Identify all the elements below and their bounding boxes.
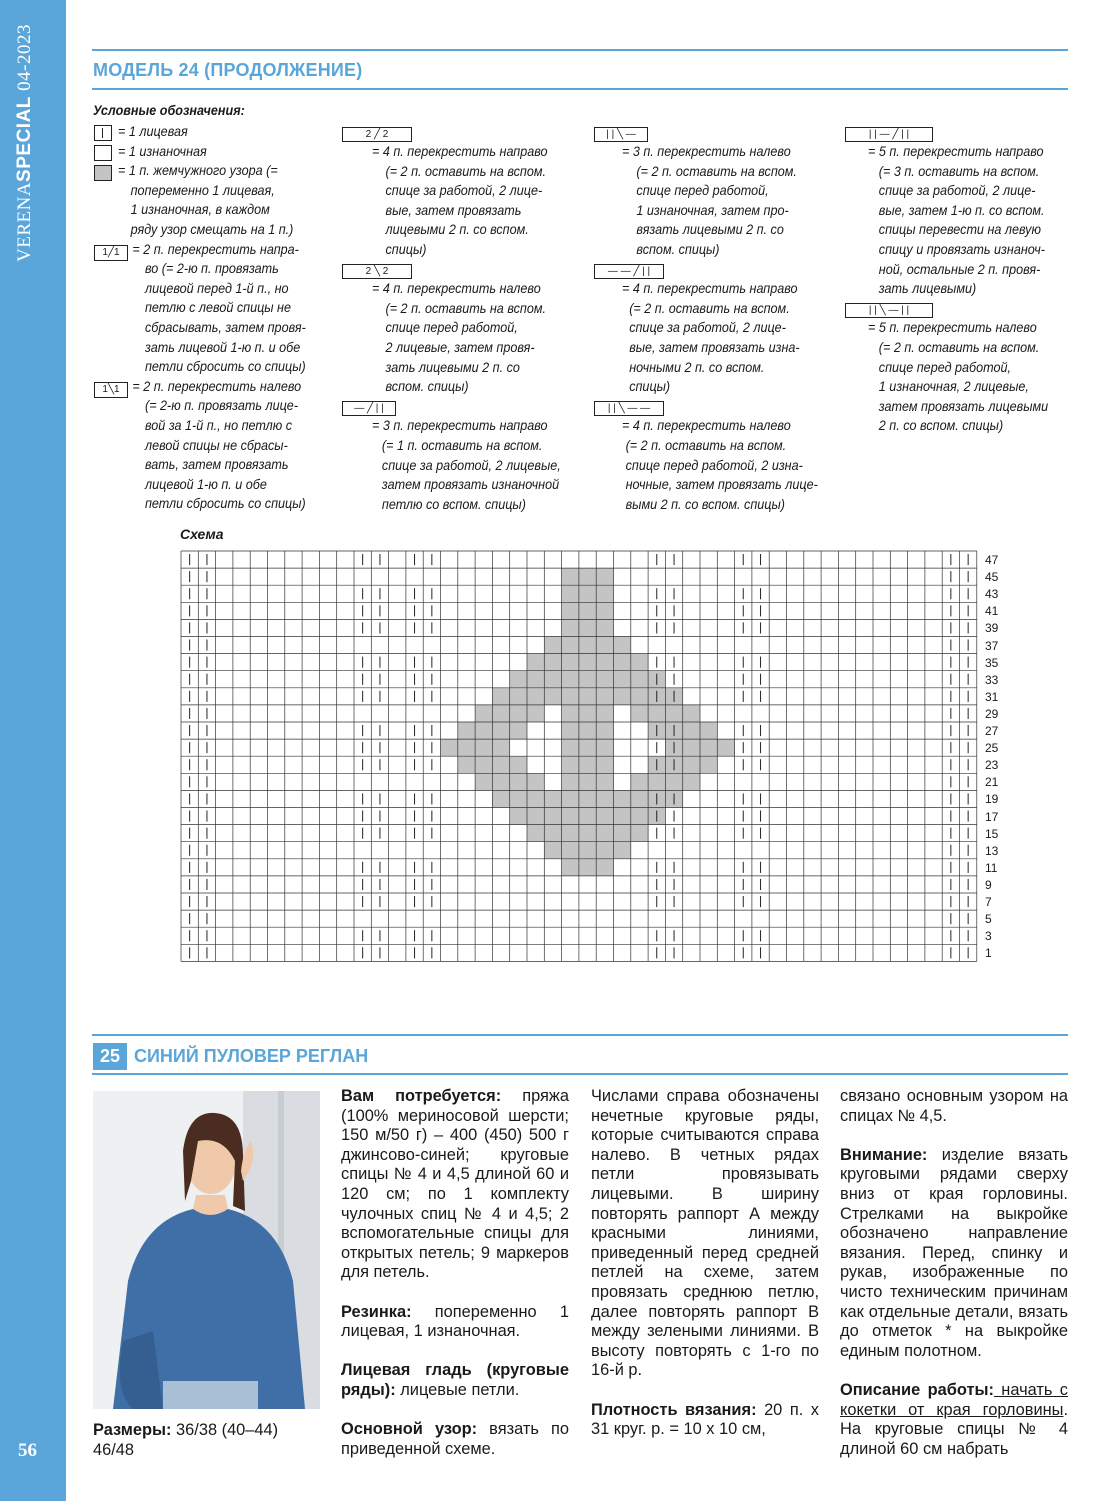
shaded-cell: [596, 790, 613, 807]
shaded-cell: [458, 756, 475, 773]
magazine-brand: VERENASPECIAL 04-2023: [14, 24, 35, 262]
shaded-cell: [579, 637, 596, 654]
row-number-label: 21: [985, 775, 999, 790]
shaded-cell: [441, 739, 458, 756]
shaded-cell: [683, 722, 700, 739]
shaded-cell: [492, 739, 509, 756]
seed-symbol: [94, 165, 112, 181]
shaded-cell: [544, 654, 561, 671]
shaded-cell: [562, 808, 579, 825]
shaded-cell: [527, 671, 544, 688]
shaded-cell: [562, 654, 579, 671]
shaded-cell: [492, 773, 509, 790]
shaded-cell: [579, 859, 596, 876]
shaded-cell: [665, 773, 682, 790]
shaded-cell: [579, 739, 596, 756]
text-column-3: связано основным узором на спицах № 4,5. Внимание: изделие вязать круговыми рядами сверху вниз от края горловины. Стрелками на выкройке обозначено направление вязания. Перед, спинку и рукав, изображенные по чисто техническим причинам как отдельные детали, вязать до отметок * на выкройке единым полотном. Описание работы: начать с кокетки от края горловины. На круговые спицы № 4 длиной 60 см набрать: [840, 1087, 1068, 1458]
shaded-cell: [614, 808, 631, 825]
shaded-cell: [579, 722, 596, 739]
shaded-cell: [492, 722, 509, 739]
shaded-cell: [665, 705, 682, 722]
shaded-cell: [579, 705, 596, 722]
cross-right-5-symbol: | | — ╱ | |: [845, 127, 933, 142]
row-number-label: 41: [985, 604, 999, 619]
shaded-cell: [562, 568, 579, 585]
shaded-cell: [475, 739, 492, 756]
shaded-cell: [544, 671, 561, 688]
shaded-cell: [562, 688, 579, 705]
row-number-label: 9: [985, 877, 992, 892]
shaded-cell: [510, 756, 527, 773]
sidebar-strip: [0, 0, 66, 1501]
shaded-cell: [579, 602, 596, 619]
row-number-label: 11: [985, 860, 998, 875]
model-number-badge: 25: [93, 1043, 127, 1070]
shaded-cell: [596, 654, 613, 671]
shaded-cell: [596, 602, 613, 619]
shaded-cell: [579, 619, 596, 636]
cross-right-4-symbol: 2 ╱ 2: [342, 127, 412, 142]
shaded-cell: [596, 619, 613, 636]
row-number-label: 3: [985, 929, 992, 944]
shaded-cell: [631, 808, 648, 825]
shaded-cell: [510, 722, 527, 739]
shaded-cell: [458, 722, 475, 739]
row-number-label: 33: [985, 672, 999, 687]
shaded-cell: [475, 722, 492, 739]
legend-col-1: = 1 лицевая = 1 изнаночная = 1 п. жемчужного узора (= попеременно 1 лицевая, 1 изнаночная, в каждом ряду узор смещать на 1 п.) = 2 п. перекрестить напра- во (= 2-ю п. провязать лицевой перед 1-й п., но петлю с левой спицы не сбрасывать, затем провя- зать лицевой 1-ю п. и обе петли сбросить со спицы) = 2 п. перекрестить налево (= 2-ю п. провязать лице- вой за 1-й п., но петлю с левой спицы не сбрасы- вать, затем провязать лицевой 1-ю п. и обе петли сбросить со спицы): [118, 123, 306, 512]
shaded-cell: [579, 585, 596, 602]
shaded-cell: [683, 756, 700, 773]
shaded-cell: [527, 654, 544, 671]
section2-top-rule: [92, 1034, 1068, 1036]
cross-right-4p-symbol: — — ╱ | |: [594, 264, 664, 279]
shaded-cell: [596, 756, 613, 773]
row-number-label: 5: [985, 912, 992, 927]
shaded-cell: [614, 825, 631, 842]
row-number-label: 39: [985, 621, 999, 636]
shaded-cell: [700, 722, 717, 739]
row-number-label: 37: [985, 638, 999, 653]
shaded-cell: [596, 808, 613, 825]
shaded-cell: [527, 773, 544, 790]
shaded-cell: [596, 637, 613, 654]
shaded-cell: [527, 825, 544, 842]
shaded-cell: [544, 825, 561, 842]
shaded-cell: [562, 619, 579, 636]
shaded-cell: [562, 722, 579, 739]
shaded-cell: [614, 671, 631, 688]
shaded-cell: [579, 688, 596, 705]
shaded-cell: [579, 842, 596, 859]
shaded-cell: [510, 671, 527, 688]
row-number-label: 47: [985, 553, 999, 567]
legend-col-4: = 5 п. перекрестить направо (= 3 п. оставить на вспом. спице за работой, 2 лице- вые, затем 1-ю п. со вспом. спицы перевести на левую спицу и провязать изнаноч- ной, остальные 2 п. провя- зать лицевыми) = 5 п. перекрестить налево (= 2 п. оставить на вспом. спице перед работой, 1 изнаночная, 2 лицевые, затем провязать лицевыми 2 п. со вспом. спицы): [868, 143, 1049, 434]
shaded-cell: [579, 808, 596, 825]
text-column-1: Вам потребуется: пряжа (100% мериносовой шерсти; 150 м/50 г) – 400 (450) 500 г джинсово-синей; круговые спицы № 4 и 4,5 длиной 60 и 120 см; по 1 комплекту чулочных спиц № 4 и 4,5; 2 вспомогательные спицы для открытых петель; 9 маркеров для петель. Резинка: попеременно 1 лицевая, 1 изнаночная. Лицевая гладь (круговые ряды): лицевые петли. Основной узор: вязать по приведенной схеме.: [341, 1087, 569, 1458]
knitting-chart: [180, 550, 980, 968]
row-number-label: 1: [985, 946, 992, 961]
row-number-label: 7: [985, 895, 992, 909]
shaded-cell: [648, 705, 665, 722]
shaded-cell: [631, 790, 648, 807]
shaded-cell: [596, 773, 613, 790]
shaded-cell: [596, 705, 613, 722]
shaded-cell: [596, 568, 613, 585]
model-photo: [93, 1091, 320, 1409]
shaded-cell: [562, 585, 579, 602]
shaded-cell: [579, 773, 596, 790]
shaded-cell: [562, 705, 579, 722]
row-number-label: 35: [985, 655, 999, 670]
shaded-cell: [648, 773, 665, 790]
shaded-cell: [562, 773, 579, 790]
cross-left-5-symbol: | | ╲ — | |: [845, 303, 933, 318]
page-number: 56: [18, 1440, 37, 1461]
cross-right-2-symbol: 1╱1: [94, 245, 128, 261]
section2-bottom-rule: [92, 1073, 1068, 1075]
sizes-text: Размеры: 36/38 (40–44) 46/48: [93, 1421, 279, 1459]
knit-symbol: [94, 125, 112, 141]
shaded-cell: [492, 790, 509, 807]
shaded-cell: [510, 808, 527, 825]
shaded-cell: [631, 825, 648, 842]
shaded-cell: [631, 705, 648, 722]
shaded-cell: [510, 705, 527, 722]
shaded-cell: [579, 790, 596, 807]
shaded-cell: [614, 790, 631, 807]
row-number-label: 25: [985, 741, 999, 756]
shaded-cell: [579, 756, 596, 773]
cross-right-3-symbol: — ╱ | |: [342, 401, 396, 416]
shaded-cell: [544, 842, 561, 859]
row-number-label: 45: [985, 570, 999, 585]
shaded-cell: [631, 671, 648, 688]
shaded-cell: [544, 637, 561, 654]
shaded-cell: [683, 739, 700, 756]
legend-col-2: = 4 п. перекрестить направо (= 2 п. оставить на вспом. спице за работой, 2 лице- вые, затем провязать лицевыми 2 п. со вспом. спицы) = 4 п. перекрестить налево (= 2 п. оставить на вспом. спице перед работой, 2 лицевые, затем провя- зать лицевыми 2 п. со вспом. спицы) = 3 п. перекрестить направо (= 1 п. оставить на вспом. спице за работой, 2 лицевые, затем провязать изнаночной петлю со вспом. спицы): [372, 143, 561, 512]
top-rule: [92, 49, 1068, 51]
shaded-cell: [683, 773, 700, 790]
row-number-label: 27: [985, 724, 999, 738]
shaded-cell: [596, 859, 613, 876]
shaded-cell: [492, 688, 509, 705]
shaded-cell: [492, 705, 509, 722]
shaded-cell: [510, 688, 527, 705]
section-title: МОДЕЛЬ 24 (ПРОДОЛЖЕНИЕ): [93, 60, 363, 80]
shaded-cell: [562, 825, 579, 842]
shaded-cell: [579, 654, 596, 671]
shaded-cell: [527, 808, 544, 825]
shaded-cell: [562, 602, 579, 619]
shaded-cell: [631, 773, 648, 790]
shaded-cell: [510, 790, 527, 807]
shaded-cell: [544, 808, 561, 825]
shaded-cell: [596, 722, 613, 739]
shaded-cell: [614, 654, 631, 671]
shaded-cell: [475, 756, 492, 773]
row-number-label: 29: [985, 706, 999, 721]
row-number-label: 17: [985, 809, 999, 824]
title-rule: [92, 88, 1068, 90]
shaded-cell: [562, 637, 579, 654]
shaded-cell: [596, 585, 613, 602]
purl-symbol: [94, 145, 112, 161]
shaded-cell: [562, 859, 579, 876]
row-number-label: 19: [985, 792, 999, 807]
shaded-cell: [562, 671, 579, 688]
shaded-cell: [510, 773, 527, 790]
shaded-cell: [596, 739, 613, 756]
shaded-cell: [544, 688, 561, 705]
shaded-cell: [527, 705, 544, 722]
shaded-cell: [700, 756, 717, 773]
shaded-cell: [562, 842, 579, 859]
shaded-cell: [631, 654, 648, 671]
shaded-cell: [527, 790, 544, 807]
row-number-label: 13: [985, 843, 999, 858]
legend-col-3: = 3 п. перекрестить налево (= 2 п. оставить на вспом. спице перед работой, 1 изнаночная, затем про- вязать лицевыми 2 п. со вспом. спицы) = 4 п. перекрестить направо (= 2 п. оставить на вспом. спице за работой, 2 лице- вые, затем провязать изна- ночными 2 п. со вспом. спицы) = 4 п. перекрестить налево (= 2 п. оставить на вспом. спице перед работой, 2 изна- ночные, затем провязать лице- выми 2 п. со вспом. спицы): [622, 143, 818, 512]
shaded-cell: [475, 773, 492, 790]
shaded-cell: [614, 637, 631, 654]
section2-title: СИНИЙ ПУЛОВЕР РЕГЛАН: [134, 1046, 369, 1066]
shaded-cell: [717, 739, 734, 756]
row-number-label: 43: [985, 587, 999, 602]
row-number-label: 15: [985, 826, 999, 841]
row-number-label: 31: [985, 689, 999, 704]
schema-title: Схема: [180, 526, 224, 542]
shaded-cell: [596, 671, 613, 688]
shaded-cell: [492, 756, 509, 773]
legend-title: Условные обозначения:: [93, 102, 245, 118]
row-number-label: 23: [985, 758, 999, 773]
text-column-2: Числами справа обозначены нечетные круговые ряды, которые считываются справа налево. В четных рядах петли провязывать лицевыми. В ширину повторять раппорт А между красными линиями, приведенный перед средней петлей на схеме, затем провязать среднюю петлю, далее повторять раппорт В между зелеными линиями. В высоту повторять с 1-го по 16-й р. Плотность вязания: 20 п. х 31 круг. р. = 10 х 10 см,: [591, 1087, 819, 1439]
shaded-cell: [458, 739, 475, 756]
shaded-cell: [683, 705, 700, 722]
shaded-cell: [579, 825, 596, 842]
shaded-cell: [700, 739, 717, 756]
cross-left-4-symbol: 2 ╲ 2: [342, 264, 412, 279]
shaded-cell: [544, 790, 561, 807]
shaded-cell: [596, 688, 613, 705]
shaded-cell: [614, 842, 631, 859]
shaded-cell: [579, 568, 596, 585]
cross-left-4p-symbol: | | ╲ — —: [594, 401, 664, 416]
shaded-cell: [614, 688, 631, 705]
shaded-cell: [579, 671, 596, 688]
shaded-cell: [596, 825, 613, 842]
shaded-cell: [596, 842, 613, 859]
shaded-cell: [562, 739, 579, 756]
shaded-cell: [562, 790, 579, 807]
shaded-cell: [527, 688, 544, 705]
cross-left-3-symbol: | | ╲ —: [594, 127, 648, 142]
cross-left-2-symbol: 1╲1: [94, 382, 128, 398]
shaded-cell: [562, 756, 579, 773]
shaded-cell: [475, 705, 492, 722]
shaded-cell: [631, 688, 648, 705]
